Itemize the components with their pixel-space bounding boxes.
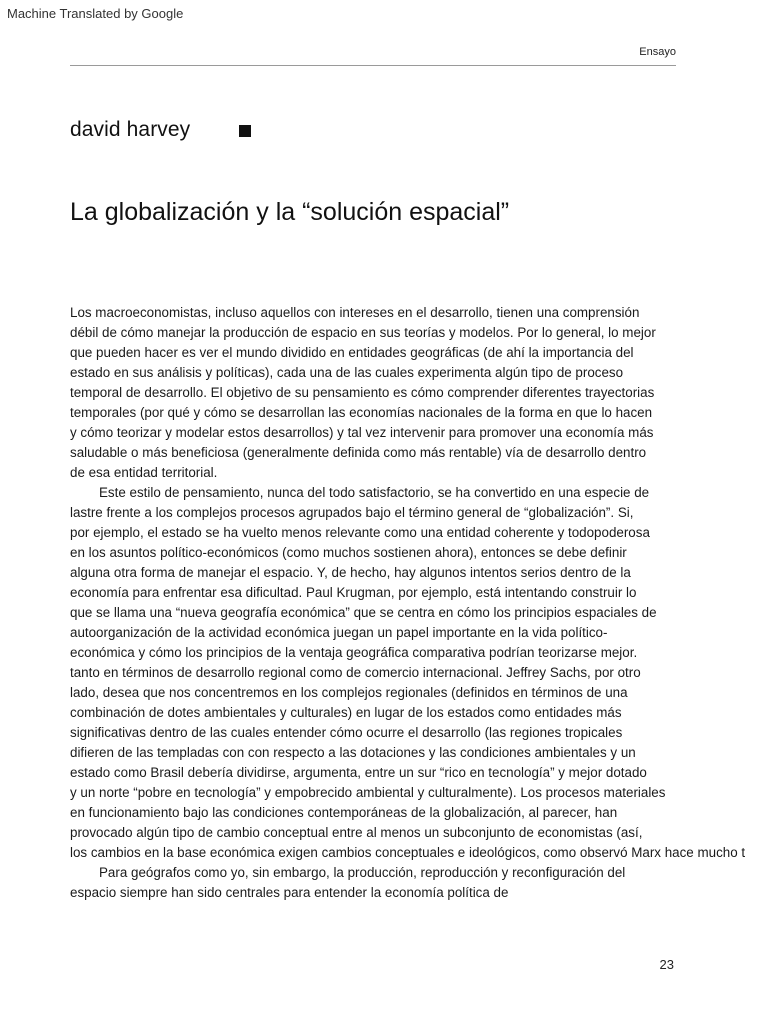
body-text-line: por ejemplo, el estado se ha vuelto menos relevante como una entidad coherente y todopoderosa — [70, 525, 650, 540]
body-text-line: combinación de dotes ambientales y culturales) en lugar de los estados como entidades más — [70, 705, 622, 720]
header-divider — [70, 65, 676, 66]
body-text-line: saludable o más beneficiosa (generalmente definida como más rentable) vía de desarrollo dentro — [70, 445, 647, 460]
body-text-line: de esa entidad territorial. — [70, 465, 218, 480]
body-text-line: significativas dentro de las cuales entender cómo ocurre el desarrollo (las regiones tropicales — [70, 725, 623, 740]
body-text-line: temporal de desarrollo. El objetivo de su pensamiento es cómo comprender diferentes trayectorias — [70, 385, 655, 400]
author-name: david harvey — [70, 118, 191, 141]
page-number: 23 — [659, 957, 674, 972]
body-text-line: difieren de las templadas con con respecto a las dotaciones y las condiciones ambientales y un — [70, 745, 636, 760]
body-text-line: estado como Brasil debería dividirse, argumenta, entre un sur “rico en tecnología” y mejor dotado — [70, 765, 647, 780]
body-text-line: y un norte “pobre en tecnología” y empobrecido ambiental y culturalmente). Los procesos materiales — [70, 785, 666, 800]
body-text-line: Los macroeconomistas, incluso aquellos con intereses en el desarrollo, tienen una comprensión — [70, 305, 640, 320]
body-text-line: Para geógrafos como yo, sin embargo, la producción, reproducción y reconfiguración del — [99, 865, 626, 880]
body-text-line: autoorganización de la actividad económica juegan un papel importante en la vida político- — [70, 625, 608, 640]
body-text-line: temporales (por qué y cómo se desarrollan las economías nacionales de la forma en que lo hacen — [70, 405, 653, 420]
section-label: Ensayo — [639, 46, 676, 58]
body-text-line: y cómo teorizar y modelar estos desarrollos) y tal vez intervenir para promover una economía más — [70, 425, 654, 440]
body-text-line: Este estilo de pensamiento, nunca del todo satisfactorio, se ha convertido en una especie de — [99, 485, 650, 500]
body-text-line: económica y cómo los principios de la ventaja geográfica comparativa podrían teorizarse mejor. — [70, 645, 638, 660]
article-body — [70, 303, 768, 903]
body-text-line: lado, desea que nos concentremos en los complejos regionales (definidos en términos de una — [70, 685, 628, 700]
body-text-line: alguna otra forma de manejar el espacio. Y, de hecho, hay algunos intentos serios dentro de la — [70, 565, 631, 580]
author-row — [70, 118, 251, 142]
body-text-line: en los asuntos político-económicos (como muchos sostienen ahora), entonces se debe definir — [70, 545, 627, 560]
body-text-line: en funcionamiento bajo las condiciones contemporáneas de la globalización, al parecer, han — [70, 805, 618, 820]
body-text-line: estado en sus análisis y políticas), cada una de las cuales experimenta algún tipo de proceso — [70, 365, 624, 380]
body-text-line: los cambios en la base económica exigen cambios conceptuales e ideológicos, como observó Marx hace mucho t — [70, 845, 746, 860]
body-text-line: tanto en términos de desarrollo regional como de comercio internacional. Jeffrey Sachs, por otro — [70, 665, 641, 680]
body-text-line: economía para enfrentar esa dificultad. Paul Krugman, por ejemplo, está intentando construir lo — [70, 585, 637, 600]
body-text-line: débil de cómo manejar la producción de espacio en sus teorías y modelos. Por lo general, lo mejor — [70, 325, 656, 340]
body-text-line: que se llama una “nueva geografía económica” que se centra en cómo los principios espaciales de — [70, 605, 657, 620]
black-square-icon — [239, 125, 251, 137]
machine-translation-banner: Machine Translated by Google — [7, 6, 184, 21]
body-text-line: lastre frente a los complejos procesos agrupados bajo el término general de “globalización”. Si, — [70, 505, 634, 520]
body-text-line: provocado algún tipo de cambio conceptual entre al menos un subconjunto de economistas (así, — [70, 825, 643, 840]
body-text-line: espacio siempre han sido centrales para entender la economía política de — [70, 885, 509, 900]
article-title: La globalización y la “solución espacial” — [70, 198, 510, 226]
body-text-line: que pueden hacer es ver el mundo dividido en entidades geográficas (de ahí la importancia del — [70, 345, 634, 360]
